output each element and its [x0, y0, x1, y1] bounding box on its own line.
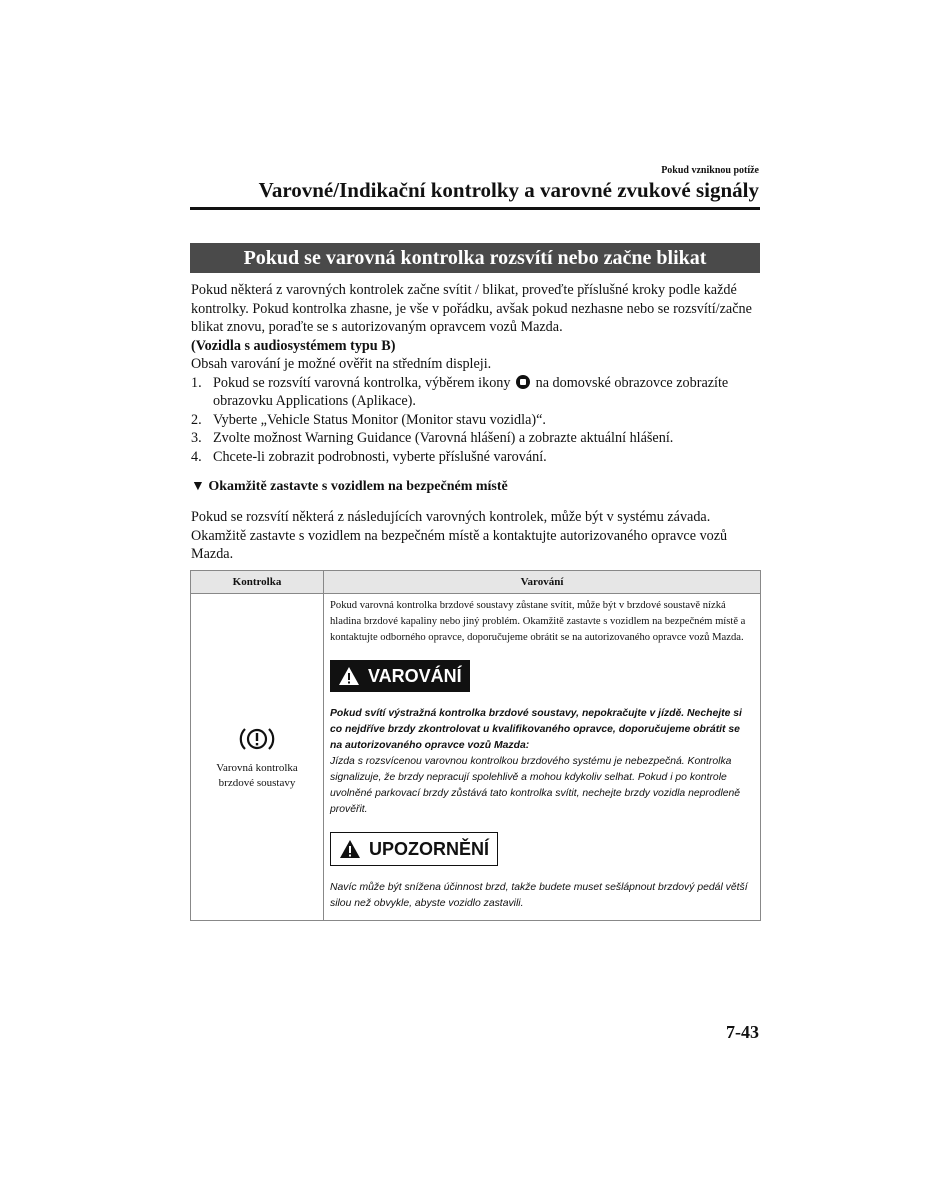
caution-triangle-icon — [339, 839, 361, 859]
subheading: ▼ Okamžitě zastavte s vozidlem na bezpečném místě — [191, 479, 508, 494]
page-title: Varovné/Indikační kontrolky a varovné zvukové signály — [258, 178, 759, 202]
applications-icon — [516, 375, 530, 389]
warning-table — [190, 570, 761, 921]
list-item — [191, 411, 761, 430]
step-text-pre: Pokud se rozsvítí varovná kontrolka, výběrem ikony — [213, 374, 511, 391]
warning-badge-label: VAROVÁNÍ — [368, 666, 462, 686]
warning-text: Jízda s rozsvícenou varovnou kontrolkou brzdového systému je nebezpečná. Kontrolka signalizuje, že brzdy nepracují spolehlivě a mohou kdykoliv selhat. Pokud i po kontrole uvolněné parkovací brzdy zůstává tato kontrolka svítit, nechejte brzdy vozidla neprodleně prověřit. — [330, 756, 741, 815]
header-divider — [190, 207, 760, 210]
brake-warning-icon — [237, 724, 277, 754]
step-text: Zvolte možnost Warning Guidance (Varovná hlášení) a zobrazte aktuální hlášení. — [213, 430, 674, 446]
chapter-header: Pokud vzniknou potíže — [661, 165, 759, 176]
warning-triangle-icon — [338, 666, 360, 686]
caution-badge-label: UPOZORNĚNÍ — [369, 839, 490, 859]
caution-badge — [330, 832, 498, 866]
list-item — [191, 374, 761, 411]
step-text-post: na domovské obrazovce zobrazíte obrazovku Applications (Aplikace). — [213, 374, 729, 409]
step-text: Vyberte „Vehicle Status Monitor (Monitor stavu vozidla)“. — [213, 411, 546, 428]
step-text: Chcete-li zobrazit podrobnosti, vyberte příslušné varování. — [213, 448, 547, 465]
stop-paragraph: Pokud se rozsvítí některá z následujících varovných kontrolek, může být v systému závada. Okamžitě zastavte s vozidlem na bezpečném místě a kontaktujte autorizovaného opravce vozů Mazda. — [191, 509, 728, 562]
step-number: 4. — [191, 448, 202, 465]
step-number: 2. — [191, 411, 202, 428]
control-label-line1: Varovná kontrolka — [216, 761, 298, 774]
description-cell — [324, 594, 761, 921]
warning-bold-text: Pokud svítí výstražná kontrolka brzdové soustavy, nepokračujte v jízdě. Nechejte si co nejdříve brzdy zkontrolovat u kvalifikovaného opravce, doporučujeme obrátit se na autorizovaného opravce vozů Mazda: — [330, 708, 742, 751]
description-text: Pokud varovná kontrolka brzdové soustavy zůstane svítit, může být v brzdové soustavě nízká hladina brzdové kapaliny nebo jiný problém. Okamžitě zastavte s vozidlem na bezpečném místě a kontaktujte odborného opravce, doporučujeme obrátit se na autorizovaného opravce vozů Mazda. — [330, 600, 746, 643]
control-cell — [191, 594, 324, 921]
section-title: Pokud se varovná kontrolka rozsvítí nebo začne blikat — [190, 243, 760, 273]
step-number: 3. — [191, 430, 202, 446]
audio-text: Obsah varování je možné ověřit na středním displeji. — [191, 356, 492, 372]
intro-paragraph: Pokud některá z varovných kontrolek začne svítit / blikat, proveďte příslušné kroky podle každé kontrolky. Pokud kontrolka zhasne, je vše v pořádku, avšak pokud nezhasne nebo se rozsvítí/začne blikat znovu, poraďte se s autorizovaným opravcem vozů Mazda. — [191, 282, 752, 335]
warning-badge — [330, 660, 470, 692]
intro-block — [191, 281, 761, 466]
table-header-row — [191, 571, 761, 594]
column-header-warning: Varování — [324, 571, 761, 594]
list-item — [191, 429, 761, 448]
caution-text: Navíc může být snížena účinnost brzd, takže budete muset sešlápnout brzdový pedál větší silou než obvykle, abyste vozidlo zastavili. — [330, 882, 748, 909]
column-header-control: Kontrolka — [191, 571, 324, 594]
step-number: 1. — [191, 374, 202, 391]
table-row — [191, 594, 761, 921]
steps-list — [191, 374, 761, 467]
audio-heading: (Vozidla s audiosystémem typu B) — [191, 337, 396, 354]
list-item — [191, 448, 761, 467]
page-number: 7-43 — [726, 1022, 759, 1042]
control-label-line2: brzdové soustavy — [218, 776, 296, 789]
control-label — [192, 761, 322, 791]
